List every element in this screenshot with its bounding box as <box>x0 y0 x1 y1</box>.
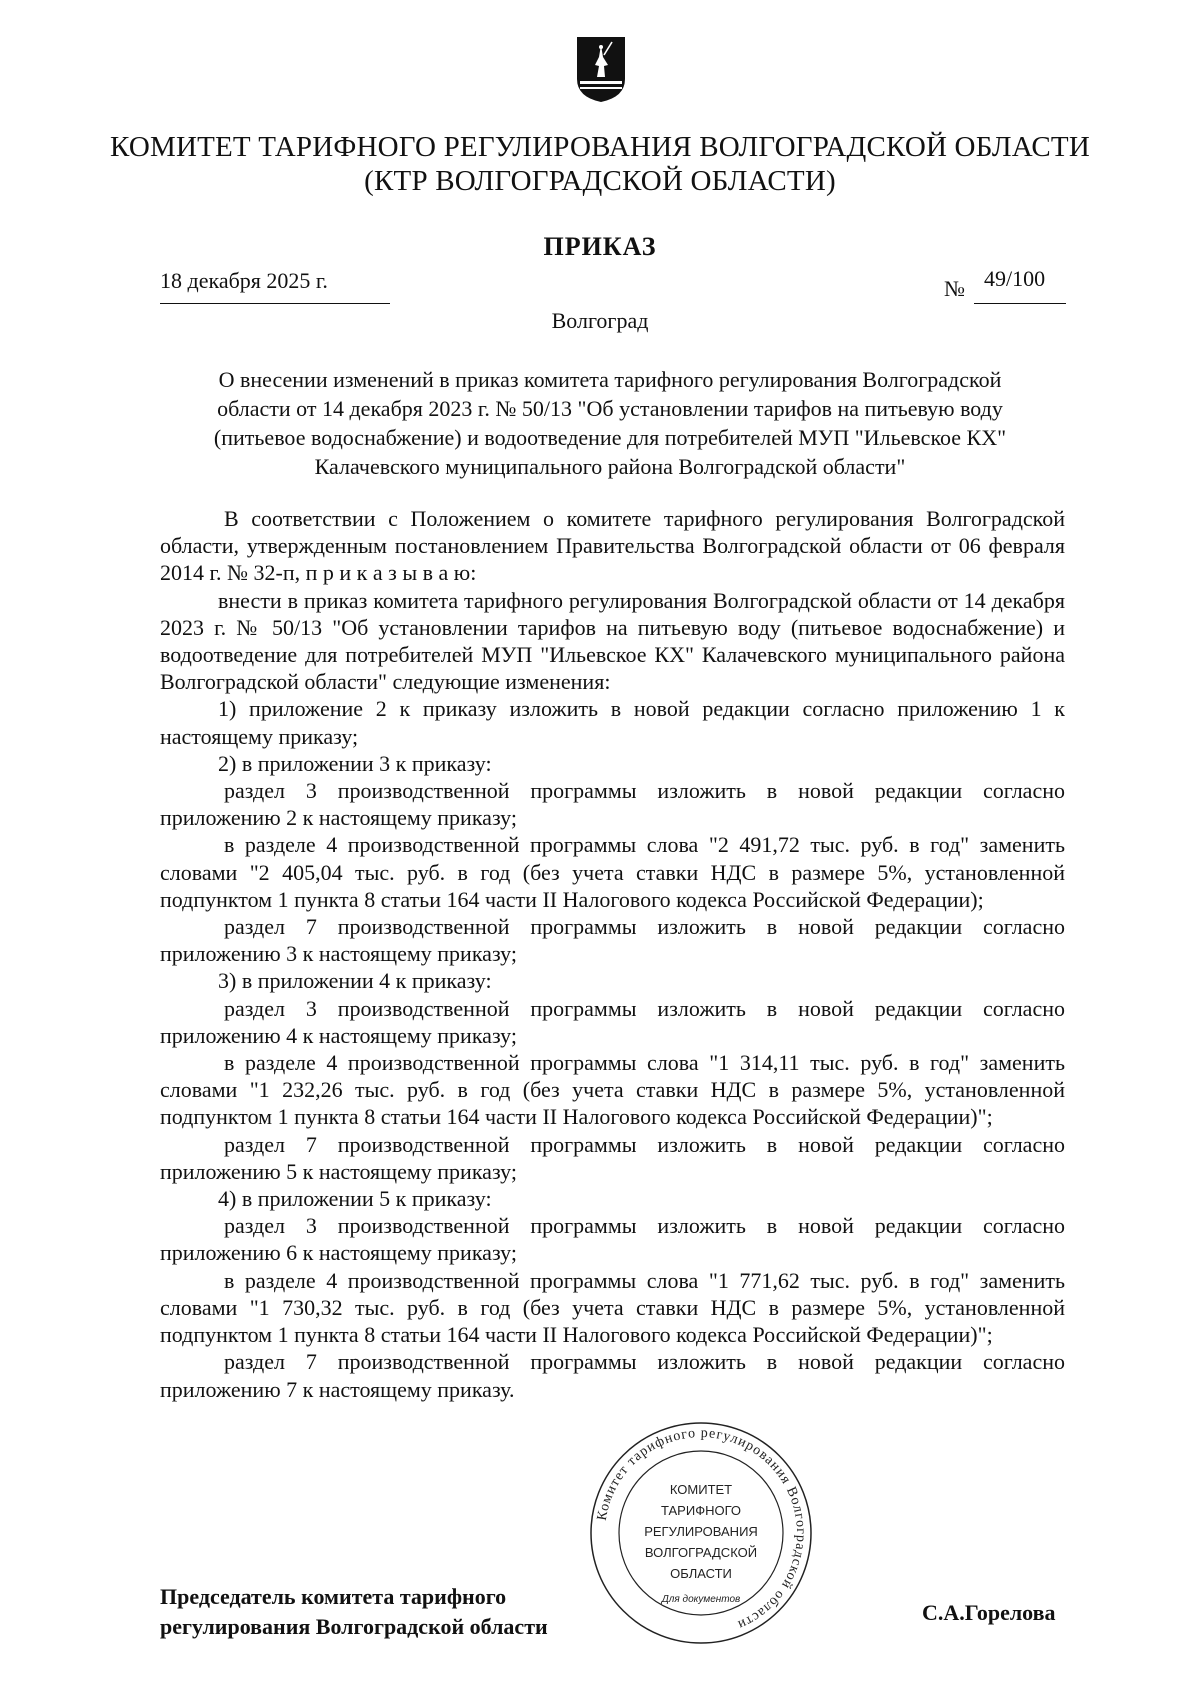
stamp-line-3: РЕГУЛИРОВАНИЯ <box>644 1524 758 1539</box>
document-date: 18 декабря 2025 г. <box>160 268 328 293</box>
paragraph-order: внести в приказ комитета тарифного регулирования Волгоградской области от 14 декабря 2023 г. № 50/13 "Об установлении тарифов на питьевую воду (питьевое водоснабжение) и водоотведение для потребителей МУП "Ильевское КХ" Калачевского муниципального района Волгоградской области" следующие изменения: <box>160 587 1065 695</box>
date-underline <box>160 303 390 304</box>
document-title: ПРИКАЗ <box>543 232 657 261</box>
number-sign: № <box>944 276 965 301</box>
paragraph-item-3-section-3: раздел 3 производственной программы изложить в новой редакции согласно приложению 4 к настоящему приказу; <box>160 995 1065 1048</box>
signatory-name: С.А.Горелова <box>922 1600 1056 1625</box>
document-body <box>160 505 1065 1403</box>
paragraph-item-3-section-4: в разделе 4 производственной программы слова "1 314,11 тыс. руб. в год" заменить словами "1 232,26 тыс. руб. в год (без учета ставки НДС в размере 5%, установленной подпунктом 1 пункта 8 статьи 164 части II Налогового кодекса Российской Федерации)"; <box>160 1050 1065 1130</box>
paragraph-item-3-section-7: раздел 7 производственной программы изложить в новой редакции согласно приложению 5 к настоящему приказу; <box>160 1131 1065 1184</box>
stamp-outer-text: Комитет тарифного регулирования Волгоградской области <box>594 1425 809 1633</box>
paragraph-item-2-section-4: в разделе 4 производственной программы слова "2 491,72 тыс. руб. в год" заменить словами "2 405,04 тыс. руб. в год (без учета ставки НДС в размере 5%, установленной подпунктом 1 пункта 8 статьи 164 части II Налогового кодекса Российской Федерации); <box>160 832 1065 912</box>
stamp-bottom-text: Для документов <box>661 1594 741 1605</box>
paragraph-item-4-section-7: раздел 7 производственной программы изложить в новой редакции согласно приложению 7 к настоящему приказу. <box>160 1349 1065 1402</box>
stamp-line-1: КОМИТЕТ <box>669 1482 733 1497</box>
organization-name: КОМИТЕТ ТАРИФНОГО РЕГУЛИРОВАНИЯ ВОЛГОГРАДСКОЙ ОБЛАСТИ <box>110 131 1090 163</box>
paragraph-item-4-section-3: раздел 3 производственной программы изложить в новой редакции согласно приложению 6 к настоящему приказу; <box>160 1213 1065 1266</box>
signatory-position-line-2: регулирования Волгоградской области <box>160 1614 548 1639</box>
paragraph-item-1: 1) приложение 2 к приказу изложить в новой редакции согласно приложению 1 к настоящему приказу; <box>160 696 1065 749</box>
stamp-line-5: ОБЛАСТИ <box>670 1566 732 1581</box>
paragraph-item-2: 2) в приложении 3 к приказу: <box>218 750 492 776</box>
number-underline <box>974 303 1066 304</box>
paragraph-item-3: 3) в приложении 4 к приказу: <box>218 968 492 994</box>
stamp-line-2: ТАРИФНОГО <box>661 1503 741 1518</box>
paragraph-item-4: 4) в приложении 5 к приказу: <box>218 1186 492 1212</box>
paragraph-item-4-section-4: в разделе 4 производственной программы слова "1 771,62 тыс. руб. в год" заменить словами "1 730,32 тыс. руб. в год (без учета ставки НДС в размере 5%, установленной подпунктом 1 пункта 8 статьи 164 части II Налогового кодекса Российской Федерации)"; <box>160 1267 1065 1348</box>
paragraph-preamble: В соответствии с Положением о комитете тарифного регулирования Волгоградской области, утвержденным постановлением Правительства Волгоградской области от 06 февраля 2014 г. № 32-п, п р и к а з ы в а ю: <box>160 506 1065 586</box>
stamp-line-4: ВОЛГОГРАДСКОЙ <box>644 1545 758 1560</box>
official-stamp <box>588 1420 814 1646</box>
volgograd-coat-of-arms-icon <box>574 35 628 103</box>
signatory-position-line-1: Председатель комитета тарифного <box>160 1584 507 1609</box>
document-subject: О внесении изменений в приказ комитета тарифного регулирования Волгоградской области от 14 декабря 2023 г. № 50/13 "Об установлении тарифов на питьевую воду (питьевое водоснабжение) и водоотведение для потребителей МУП "Ильевское КХ" Калачевского муниципального района Волгоградской области" <box>213 367 1007 479</box>
organization-abbreviation: (КТР ВОЛГОГРАДСКОЙ ОБЛАСТИ) <box>364 165 836 197</box>
document-number: 49/100 <box>984 266 1046 291</box>
paragraph-item-2-section-7: раздел 7 производственной программы изложить в новой редакции согласно приложению 3 к настоящему приказу; <box>160 914 1065 967</box>
signatory-position <box>160 1582 548 1642</box>
paragraph-item-2-section-3: раздел 3 производственной программы изложить в новой редакции согласно приложению 2 к настоящему приказу; <box>160 778 1065 831</box>
document-city: Волгоград <box>551 308 649 333</box>
